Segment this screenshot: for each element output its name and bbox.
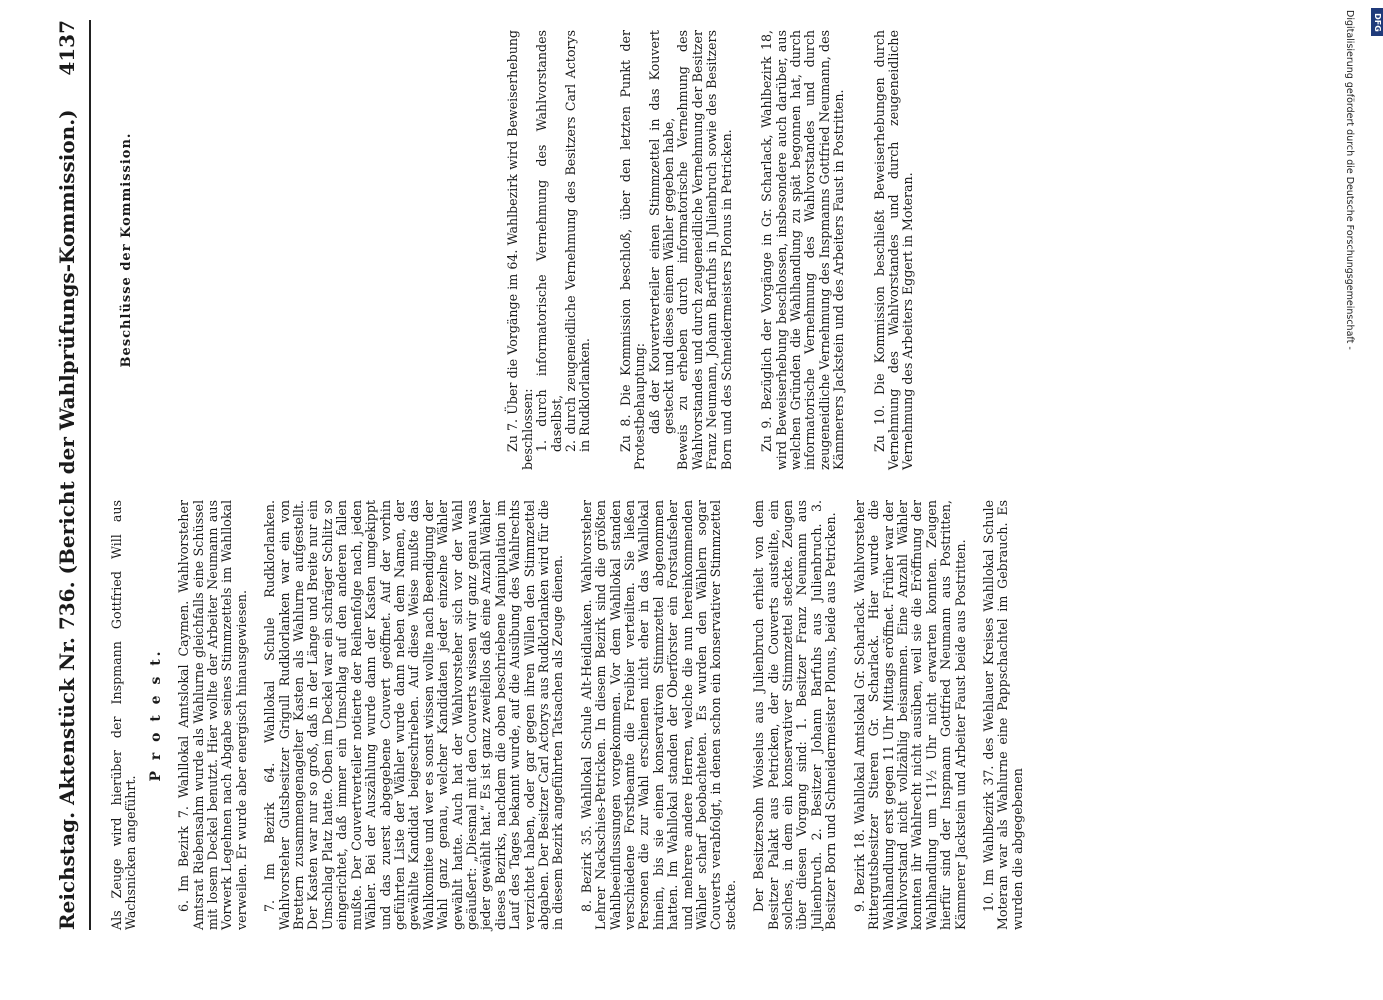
header-rule (89, 20, 91, 930)
paragraph-8b: Der Besitzersohn Woiselus aus Julienbruch erhielt von dem Besitzer Palakt aus Petricken, der die Couverts austeilte, ein solches, in dem ein konservativer Stimmzettel steckte. Zeugen über diesen Vorgang sind: 1. Besitzer Franz Neumann aus Julienbruch. 2. Besitzer Johann Barfuhs aus Julienbruch. 3. Besitzer Born und Schneidermeister Plonus, beide aus Petricken. (751, 500, 839, 930)
running-head: Reichstag. Aktenstück Nr. 736. (Bericht der Wahlprüfungs-Kommission.) (55, 109, 79, 930)
resolution-8: Zu 8. Die Kommission beschloß, über den letzten Punkt der Protestbehauptung: (617, 30, 648, 470)
resolution-8-rest: Beweis zu erheben durch informatorische Vernehmung des Wahlvorstandes und durch zeugeneidliche Vernehmung der Besitzer Franz Neumann, Johann Barfuhs in Julienbruch sowie des Besitzers Born und des Schneidermeisters Plonus in Petricken. (675, 30, 734, 470)
left-column (110, 500, 1025, 930)
resolution-9: Zu 9. Bezüglich der Vorgänge in Gr. Scharlack, Wahlbezirk 18, wird Beweiserhebung beschlossen, insbesondere auch darüber, aus welchen Gründen die Wahlhandlung zu spät begonnen hat, durch informatorische Vernehmung des Wahlvorstandes und durch zeugeneidliche Vernehmung des Inspmanns Gottfried Neumann, des Kämmerers Jackstein und des Arbeiters Faust in Postritten. (759, 30, 847, 470)
paragraph-8: 8. Bezirk 35. Wahllokal Schule Alt-Heidlauken. Wahlvorsteher Lehrer Nackschies-Petricken. In diesem Bezirk sind die größten Wahlbeeinflussungen vorgekommen. Vor dem Wahllokal standen verschiedene Forstbeamte die Freibier verteilten. Sie ließen Personen die zur Wahl erschienen nicht eher in das Wahllokal hinein, bis sie einen konservativen Stimmzettel abgenommen hatten. Im Wahllokal standen der Oberförster ein Forstaufseher und mehrere andere Herren, welche die nun hereinkommenden Wähler scharf beobachteten. Es wurden den Wählern sogar Couverts verabfolgt, in denen schon ein konservativer Stimmzettel steckte. (578, 500, 738, 930)
resolution-10: Zu 10. Die Kommission beschließt Beweiserhebungen durch Vernehmung des Wahlvorstandes und durch zeugeneidliche Vernehmung des Arbeiters Eggert in Moteran. (871, 30, 916, 470)
resolutions-title: Beschlüsse der Kommission. (119, 132, 134, 368)
resolution-7-item-1: 1. durch informatorische Vernehmung des Wahlvorstandes daselbst, (534, 30, 564, 452)
paragraph-6: 6. Im Bezirk 7. Wahllokal Amtslokal Caymen. Wahlvorsteher Amtsrat Riebensahm wurde als Wahlurne gleichfalls eine Schüssel mit losem Deckel benutzt. Hier wollte der Arbeiter Neumann aus Vorwerk Legehnen nach Abgabe seines Stimmzettels im Wahllokal verweilen. Er wurde aber energisch hinausgewiesen. (176, 500, 249, 930)
resolution-7: Zu 7. Über die Vorgänge im 64. Wahlbezirk wird Beweiserhebung beschlossen: (505, 30, 535, 470)
right-column (110, 30, 916, 470)
page-header (55, 20, 95, 930)
protest-title: P r o t e s t. (147, 648, 164, 782)
resolution-8-quote: daß der Kouvertverteiler einen Stimmzettel in das Kouvert gesteckt und dieses einem Wähler gegeben habe, (646, 30, 677, 434)
intro-paragraph: Als Zeuge wird hierüber der Inspmann Gottfried Will aus Wachsnicken angeführt. (109, 500, 139, 930)
paragraph-10: 10. Im Wahlbezirk 37. des Wehlauer Kreises Wahllokal Schule Moteran war als Wahlurne eine Pappschachtel im Gebrauch. Es wurden die abgegebenen (980, 500, 1025, 930)
paragraph-7: 7. Im Bezirk 64. Wahllokal Schule Rudklorlanken. Wahlvorsteher Gutsbesitzer Grigull Rudklorlanken war ein von Brettern zusammengenagelter Kasten als Wahlurne aufgestellt. Der Kasten war nur so groß, daß in der Länge und Breite nur ein Umschlag Platz hatte. Oben im Deckel war ein schräger Schlitz so eingerichtet, daß immer ein Umschlag auf den anderen fallen mußte. Der Couvertverteiler notierte der Reihenfolge nach, jeden Wähler. Bei der Auszählung wurde dann der Kasten umgekippt und das zuerst abgegebene Couvert geöffnet. Auf der vorhin geführten Liste der Wähler wurde dann neben dem Namen, der gewählte Kandidat beigeschrieben. Auf diese Weise mußte das Wahlkomitee und wer es sonst wissen wollte nach Beendigung der Wahl ganz genau, welcher Kandidaten jeder einzelne Wähler gewählt hatte. Auch hat der Wahlvorsteher sich vor der Wahl geäußert: „Diesmal mit den Couverts wissen wir ganz genau was jeder gewählt hat.“ Es ist ganz zweifellos daß eine Anzahl Wähler dieses Bezirks, nachdem die oben beschriebene Manipulation im Lauf des Tages bekannt wurde, auf die Ausübung des Wahlrechts verzichtet haben, oder gar gegen ihren Willen den Stimmzettel abgaben. Der Besitzer Carl Actorys aus Rudklorlanken wird für die in diesem Bezirk angeführten Tatsachen als Zeuge dienen. (262, 500, 566, 930)
dfg-logo: DFG (1371, 8, 1383, 36)
digitization-credit: Digitalisierung gefördert durch die Deutsche Forschungsgemeinschaft - (1344, 10, 1355, 350)
page-number: 4137 (55, 20, 79, 76)
resolution-7-item-2: 2. durch zeugeneidliche Vernehmung des Besitzers Carl Actorys in Rudklorlanken. (563, 30, 593, 452)
paragraph-9: 9. Bezirk 18. Wahllokal Amtslokal Gr. Scharlack. Wahlvorsteher Rittergutsbesitzer Stieren Gr. Scharlack. Hier wurde die Wahlhandlung erst gegen 11 Uhr Mittags eröffnet. Früher war der Wahlvorstand nicht vollzählig beisammen. Eine Anzahl Wähler konnten ihr Wahlrecht nicht ausüben, weil sie die Eröffnung der Wahlhandlung um 11½ Uhr nicht erwarten konnten. Zeugen hierfür sind der Inspmann Gottfried Neumann aus Postritten, Kämmerer Jackstein und Arbeiter Faust beide aus Postritten. (851, 500, 968, 930)
